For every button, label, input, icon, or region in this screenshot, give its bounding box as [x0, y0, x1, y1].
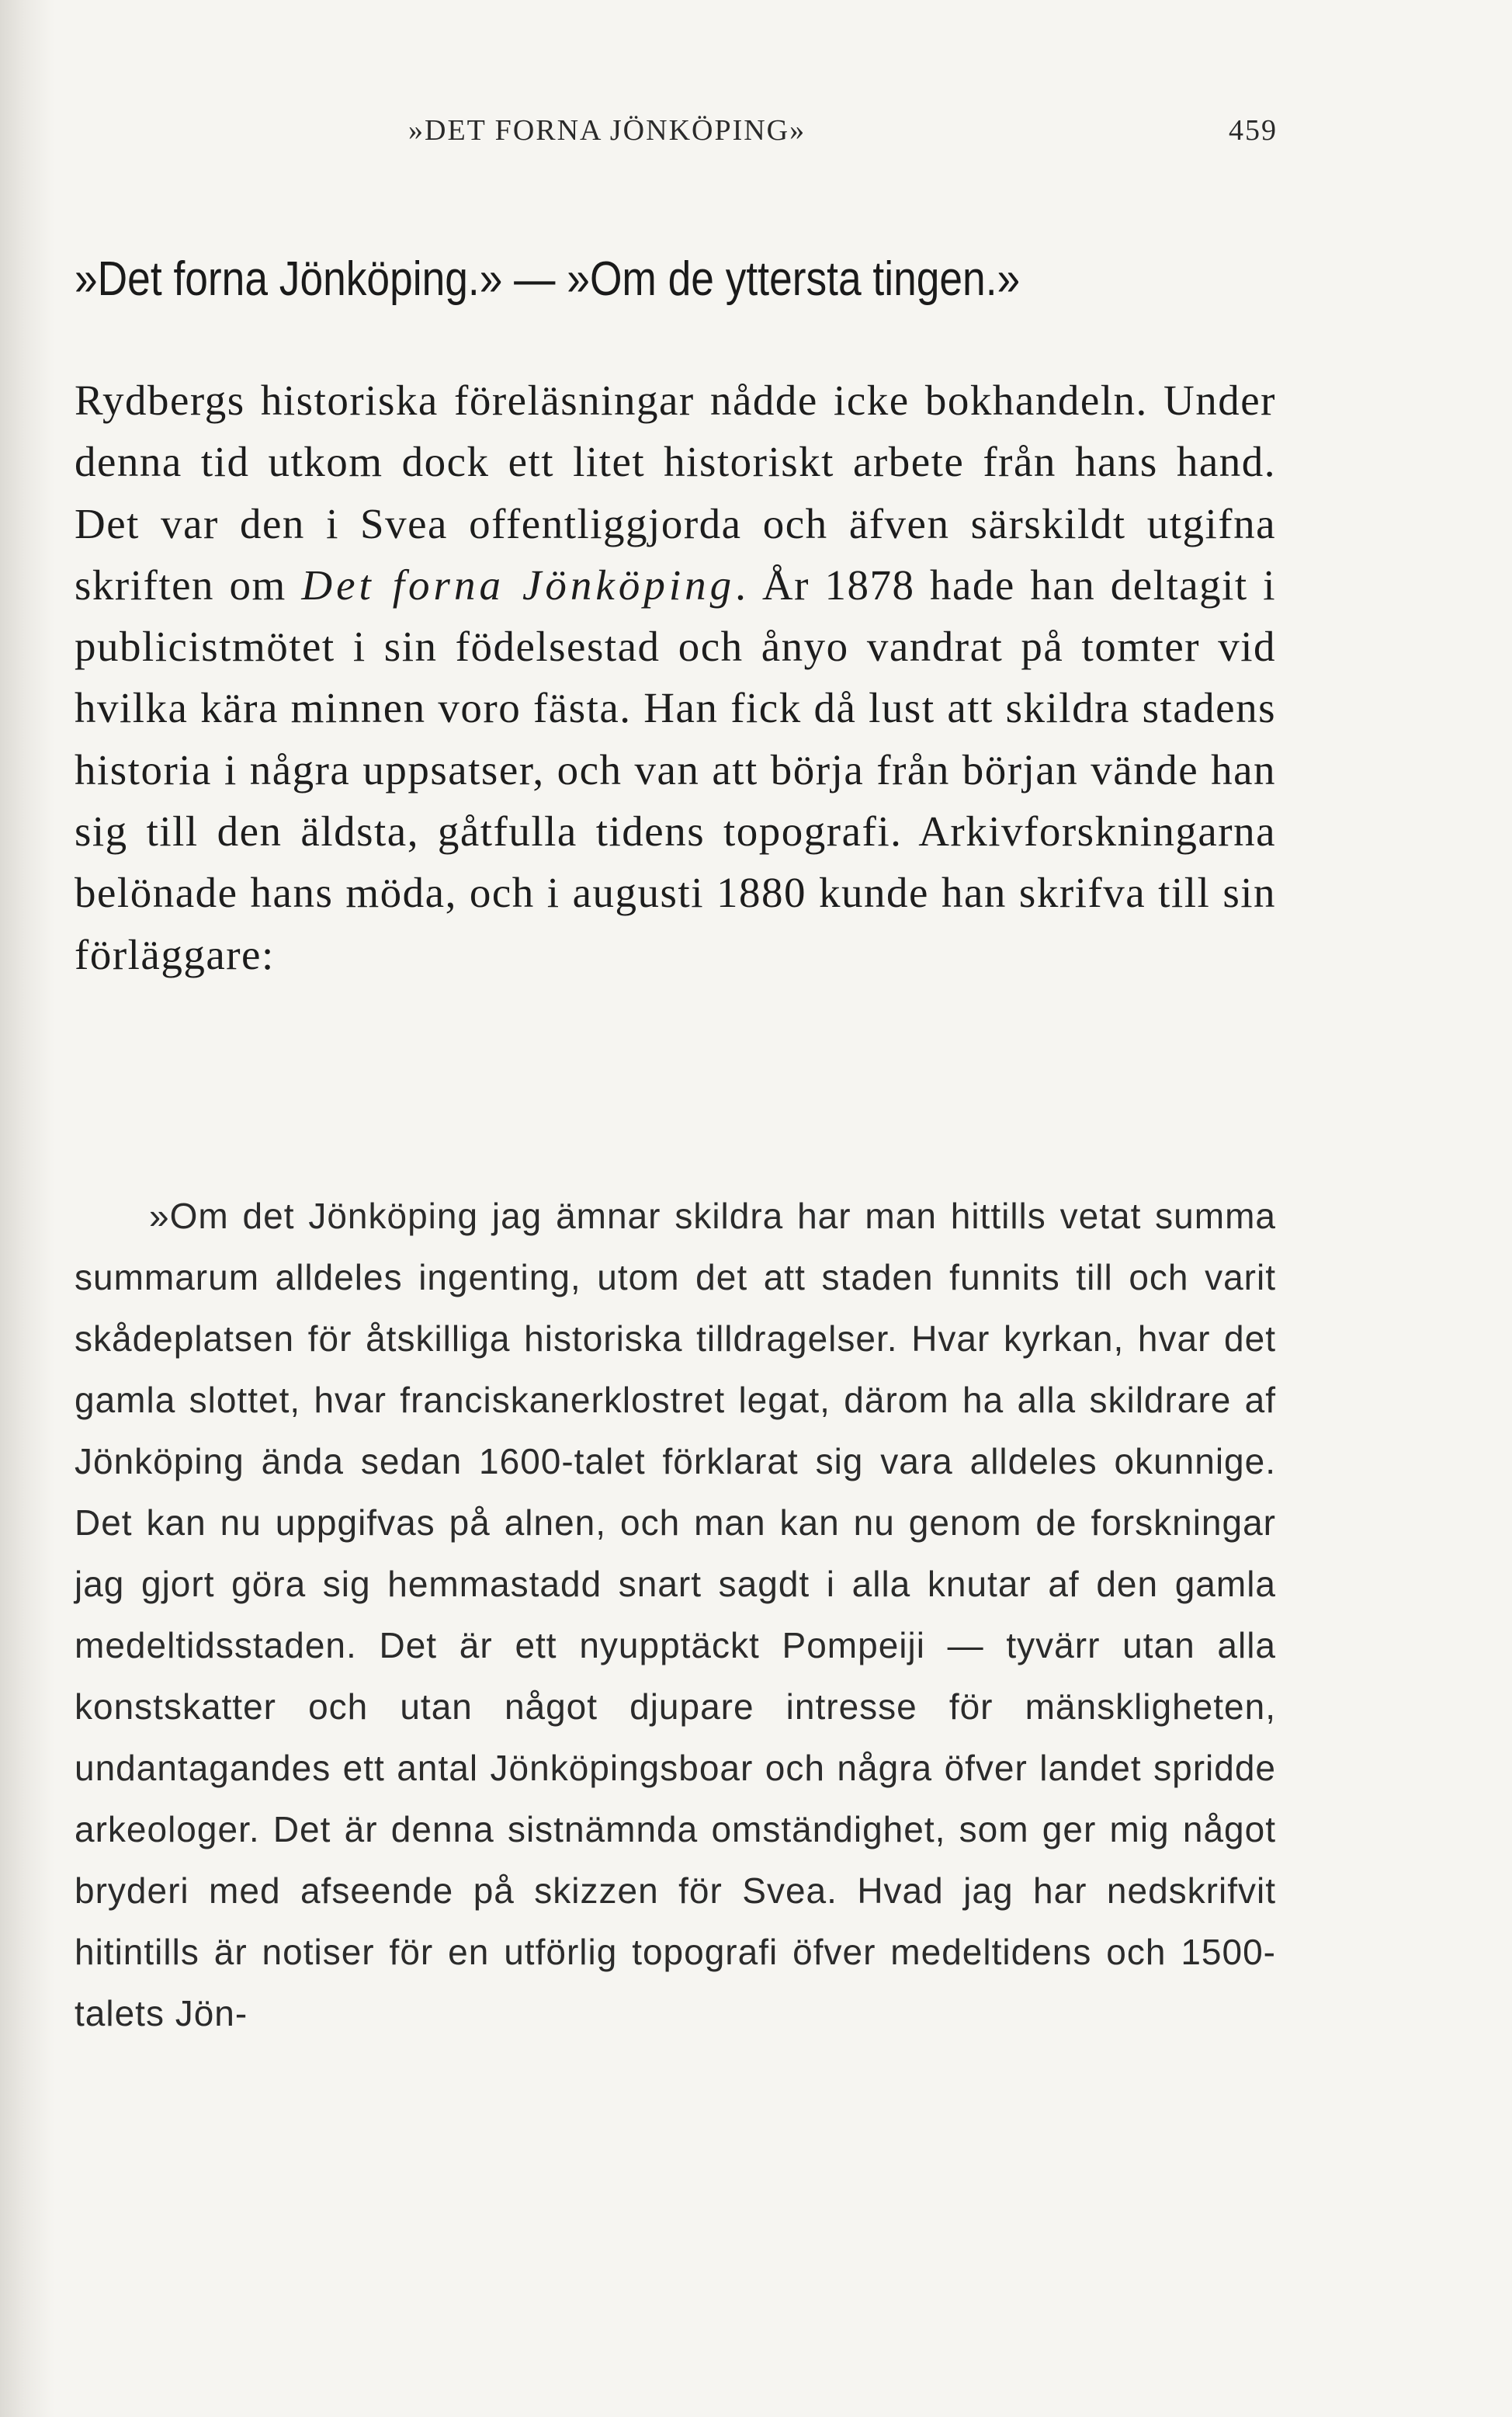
quoted-letter-paragraph: »Om det Jönköping jag ämnar skildra har man hittills vetat summa summarum alldeles ingenting, utom det att staden funnits till och varit skådeplatsen för åtskilliga historiska tilldragelser. Hvar kyrkan, hvar det gamla slottet, hvar franciskanerklostret legat, därom ha alla skildrare af Jönköping ända sedan 1600-talet förklarat sig vara alldeles okunnige. Det kan nu uppgifvas på alnen, och man kan nu genom de forskningar jag gjort göra sig hemmastadd snart sagdt i alla knutar af den gamla medeltidsstaden. Det är ett nyupptäckt Pompeiji — tyvärr utan alla konstskatter och utan något djupare intresse för mänskligheten, undantagandes ett antal Jönköpingsboar och några öfver landet spridde arkeologer. Det är denna sistnämnda omständighet, som ger mig något bryderi med afseende på skizzen för Svea. Hvad jag har nedskrifvit hitintills är notiser för en utförlig topografi öfver medeltidens och 1500-talets Jön-: [75, 1196, 1276, 2033]
book-title-italic: Det forna Jönköping: [301, 561, 736, 609]
running-head: [75, 113, 1278, 152]
body-paragraph-1: [75, 370, 1276, 985]
section-heading: »Det forna Jönköping.» — »Om de yttersta tingen.»: [75, 252, 1021, 306]
paragraph-1-text-before: Rydbergs historiska föreläsningar nådde icke bokhandeln. Under denna tid utkom dock ett litet historiskt arbete från hans hand. Det var den i Svea offentliggjorda och äfven särskildt utgifna skriften om: [75, 377, 1276, 609]
page-number: 459: [1229, 114, 1278, 147]
page-edge-shadow: [0, 0, 54, 2417]
running-head-title: »DET FORNA JÖNKÖPING»: [408, 114, 806, 147]
paragraph-1-text-after: . År 1878 hade han deltagit i publicistmötet i sin födelsestad och ånyo vandrat på tomter vid hvilka kära minnen voro fästa. Han fick då lust att skildra stadens historia i några uppsatser, och van att börja från början vände han sig till den äldsta, gåtfulla tidens topografi. Arkivforskningarna belönade hans möda, och i augusti 1880 kunde han skrifva till sin förläggare:: [75, 561, 1277, 978]
